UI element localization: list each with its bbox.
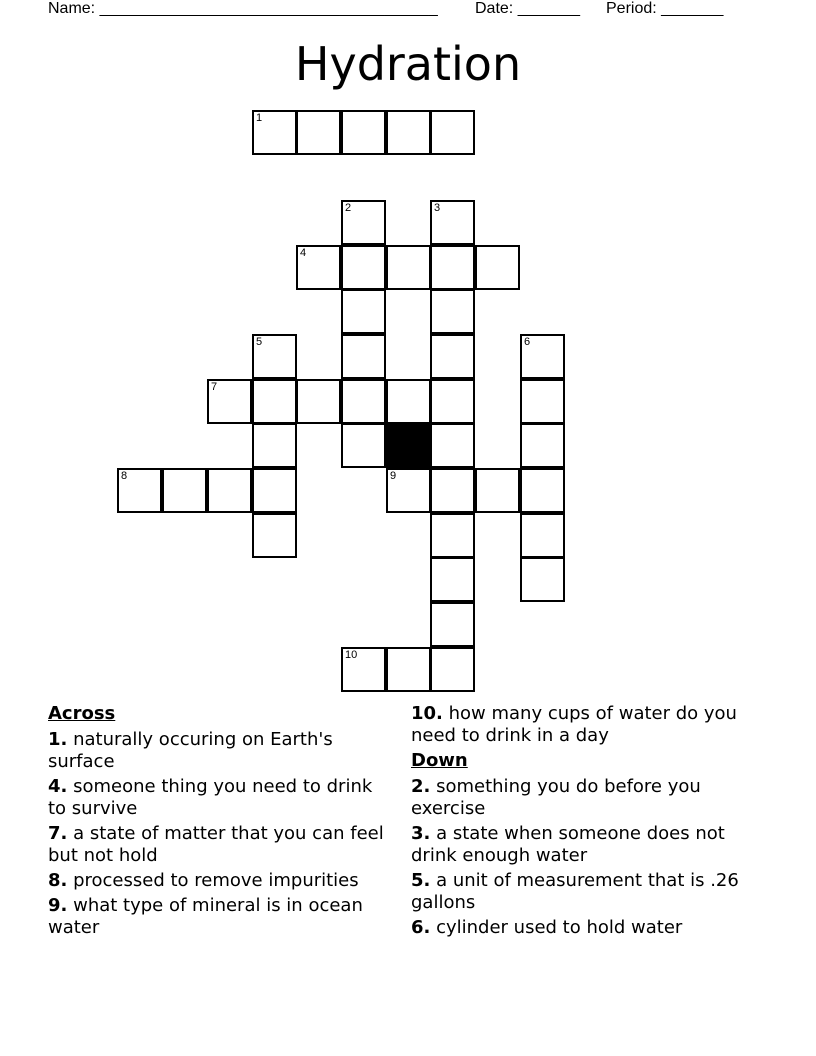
clue-number: 4. <box>48 776 68 797</box>
crossword-cell[interactable] <box>430 245 475 290</box>
crossword-cell[interactable] <box>341 379 386 424</box>
crossword-block-cell <box>386 423 431 468</box>
page-title: Hydration <box>294 37 522 91</box>
clue-text: a state when someone does not drink enough water <box>411 823 725 866</box>
crossword-cell[interactable] <box>296 110 341 155</box>
cell-number: 3 <box>434 202 441 214</box>
crossword-cell[interactable] <box>520 513 565 558</box>
crossword-cell[interactable] <box>252 110 297 155</box>
clue-down-2 <box>411 776 751 820</box>
clue-across-4 <box>48 776 388 820</box>
header-row <box>48 0 768 20</box>
crossword-cell[interactable] <box>341 245 386 290</box>
clue-text: naturally occuring on Earth's surface <box>48 729 333 772</box>
cell-number: 2 <box>345 202 352 214</box>
clue-number: 1. <box>48 729 68 750</box>
crossword-cell[interactable] <box>207 379 252 424</box>
clue-across-9 <box>48 895 388 939</box>
crossword-cell[interactable] <box>430 200 475 245</box>
clue-number: 9. <box>48 895 68 916</box>
crossword-cell[interactable] <box>430 334 475 379</box>
name-field-label: Name: ______________________________________ <box>48 0 438 17</box>
cell-number: 6 <box>524 336 531 348</box>
cell-number: 7 <box>211 381 218 393</box>
crossword-cell[interactable] <box>162 468 207 513</box>
crossword-cell[interactable] <box>386 468 431 513</box>
clue-text: how many cups of water do you need to drink in a day <box>411 703 737 746</box>
cell-number: 4 <box>300 247 307 259</box>
crossword-cell[interactable] <box>252 513 297 558</box>
crossword-cell[interactable] <box>386 647 431 692</box>
crossword-cell[interactable] <box>296 245 341 290</box>
crossword-cell[interactable] <box>252 468 297 513</box>
crossword-cell[interactable] <box>520 334 565 379</box>
crossword-cell[interactable] <box>430 602 475 647</box>
clue-text: cylinder used to hold water <box>430 917 683 938</box>
clue-down-6 <box>411 917 751 939</box>
crossword-cell[interactable] <box>430 468 475 513</box>
clue-down-3 <box>411 823 751 867</box>
clues-left-column <box>48 703 388 942</box>
cell-number: 9 <box>390 470 397 482</box>
crossword-cell[interactable] <box>430 647 475 692</box>
crossword-cell[interactable] <box>341 200 386 245</box>
crossword-cell[interactable] <box>430 110 475 155</box>
clue-text: what type of mineral is in ocean water <box>48 895 363 938</box>
crossword-cell[interactable] <box>341 289 386 334</box>
across-heading: Across <box>48 703 116 724</box>
clue-text: processed to remove impurities <box>67 870 359 891</box>
crossword-cell[interactable] <box>341 110 386 155</box>
clue-down-5 <box>411 870 751 914</box>
clue-text: a unit of measurement that is .26 gallons <box>411 870 739 913</box>
crossword-cell[interactable] <box>430 289 475 334</box>
clue-across-10 <box>411 703 751 747</box>
crossword-cell[interactable] <box>252 334 297 379</box>
clue-number: 7. <box>48 823 68 844</box>
clue-text: someone thing you need to drink to survive <box>48 776 373 819</box>
crossword-cell[interactable] <box>252 379 297 424</box>
clue-number: 2. <box>411 776 431 797</box>
cell-number: 5 <box>256 336 263 348</box>
crossword-cell[interactable] <box>296 379 341 424</box>
cell-number: 1 <box>256 112 263 124</box>
crossword-cell[interactable] <box>207 468 252 513</box>
crossword-cell[interactable] <box>520 423 565 468</box>
crossword-cell[interactable] <box>520 379 565 424</box>
clue-across-8 <box>48 870 388 892</box>
crossword-cell[interactable] <box>520 557 565 602</box>
crossword-cell[interactable] <box>475 468 520 513</box>
clue-across-7 <box>48 823 388 867</box>
clue-number: 3. <box>411 823 431 844</box>
crossword-cell[interactable] <box>117 468 162 513</box>
crossword-cell[interactable] <box>430 379 475 424</box>
cell-number: 8 <box>121 470 128 482</box>
crossword-cell[interactable] <box>430 513 475 558</box>
crossword-cell[interactable] <box>386 245 431 290</box>
crossword-cell[interactable] <box>430 557 475 602</box>
crossword-cell[interactable] <box>475 245 520 290</box>
clue-number: 5. <box>411 870 431 891</box>
down-heading: Down <box>411 750 468 771</box>
cell-number: 10 <box>345 649 358 661</box>
crossword-cell[interactable] <box>341 334 386 379</box>
clue-text: something you do before you exercise <box>411 776 701 819</box>
clue-number: 6. <box>411 917 431 938</box>
clue-number: 8. <box>48 870 68 891</box>
clues-right-column <box>411 703 751 942</box>
period-field-label: Period: _______ <box>606 0 724 17</box>
date-field-label: Date: _______ <box>475 0 580 17</box>
crossword-cell[interactable] <box>520 468 565 513</box>
crossword-cell[interactable] <box>386 110 431 155</box>
crossword-cell[interactable] <box>341 423 386 468</box>
crossword-cell[interactable] <box>386 379 431 424</box>
clue-across-1 <box>48 729 388 773</box>
crossword-cell[interactable] <box>252 423 297 468</box>
clue-text: a state of matter that you can feel but not hold <box>48 823 384 866</box>
crossword-cell[interactable] <box>341 647 386 692</box>
clue-number: 10. <box>411 703 443 724</box>
crossword-cell[interactable] <box>430 423 475 468</box>
